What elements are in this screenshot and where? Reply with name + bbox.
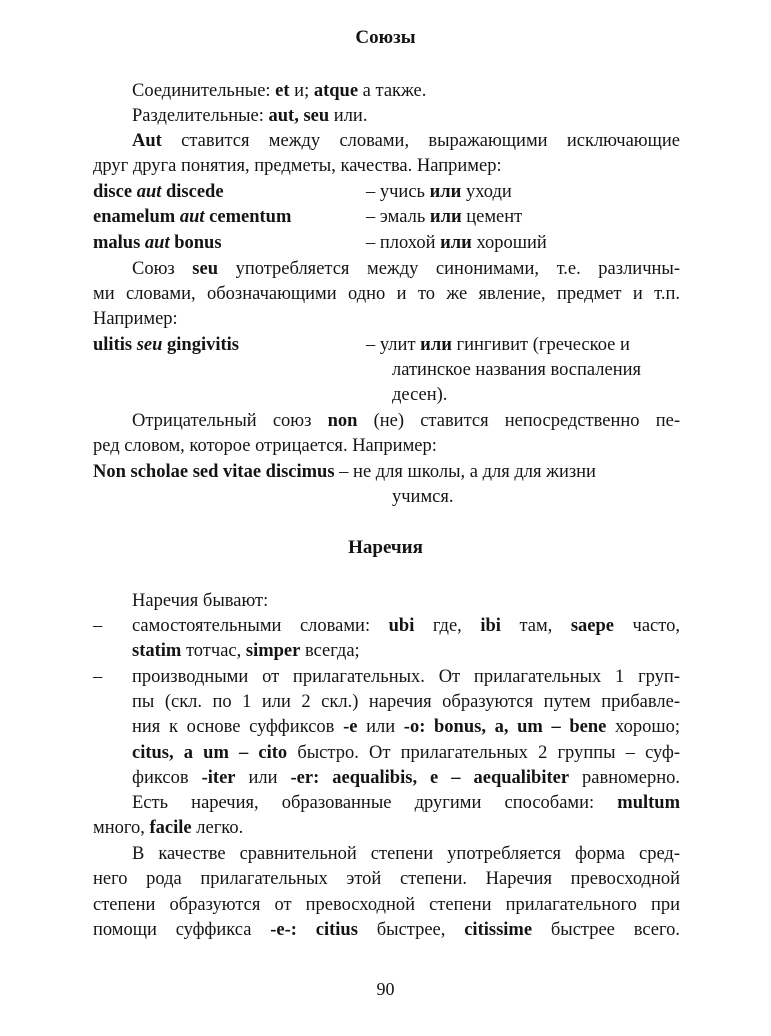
paragraph-line: Отрицательный союз non (не) ставится непосредственно пе- [132,411,680,431]
heading-adverbs: Наречия [348,537,423,558]
paragraph-line: него рода прилагательных этой степени. Наречия превосходной [93,869,680,889]
list-dash: – [93,616,103,636]
example-translation: – улит или гингивит (греческое и [366,335,630,355]
paragraph-line: В качестве сравнительной степени употребляется форма сред- [132,844,680,864]
paragraph-line: Разделительные: aut, seu или. [132,106,368,126]
example-translation: латинское названия воспаления [392,360,642,380]
example-translation: – учись или уходи [366,182,512,202]
paragraph-line: много, facile легко. [93,818,244,838]
example-latin: ulitis seu gingivitis [93,335,239,355]
paragraph-line: ми словами, обозначающими одно и то же явление, предмет и т.п. [93,284,680,304]
paragraph-line: помощи суффикса -e-: citius быстрее, citissime быстрее всего. [93,920,680,940]
list-dash: – [93,667,103,687]
paragraph-line: Наречия бывают: [132,591,269,611]
list-item-line: statim тотчас, simper всегда; [132,641,360,661]
example-latin: malus aut bonus [93,233,222,253]
example-latin: Non scholae sed vitae discimus – не для школы, а для для жизни [93,462,596,482]
paragraph-line: Соединительные: et и; atque а также. [132,81,427,101]
example-translation: – плохой или хороший [366,233,547,253]
example-translation: десен). [392,385,448,405]
list-item-line: производными от прилагательных. От прилагательных 1 груп- [132,667,680,687]
example-latin: enamelum aut cementum [93,207,292,227]
example-latin: disce aut discede [93,182,224,202]
list-item-line: самостоятельными словами: ubi где, ibi там, saepe часто, [132,616,680,636]
list-item-line: пы (скл. по 1 или 2 скл.) наречия образуются путем прибавле- [132,692,680,712]
list-item-line: фиксов -iter или -er: aequalibis, e – aequalibiter равномерно. [132,768,680,788]
paragraph-line: степени образуются от превосходной степени прилагательного при [93,895,680,915]
page-number: 90 [376,979,395,999]
paragraph-line: друг друга понятия, предметы, качества. Например: [93,156,502,176]
paragraph-line: ред словом, которое отрицается. Например: [93,436,437,456]
list-item-line: ния к основе суффиксов -e или -o: bonus, a, um – bene хорошо; [132,717,680,737]
example-translation: – эмаль или цемент [366,207,523,227]
list-item-line: citus, a um – cito быстро. От прилагательных 2 группы – суф- [132,743,680,763]
paragraph-line: Например: [93,309,178,329]
paragraph-line: Есть наречия, образованные другими способами: multum [132,793,680,813]
paragraph-line: Союз seu употребляется между синонимами, т.е. различны- [132,259,681,279]
paragraph-line: Aut ставится между словами, выражающими исключающие [132,131,680,151]
heading-conjunctions: Союзы [355,27,416,48]
example-translation: учимся. [392,487,454,507]
